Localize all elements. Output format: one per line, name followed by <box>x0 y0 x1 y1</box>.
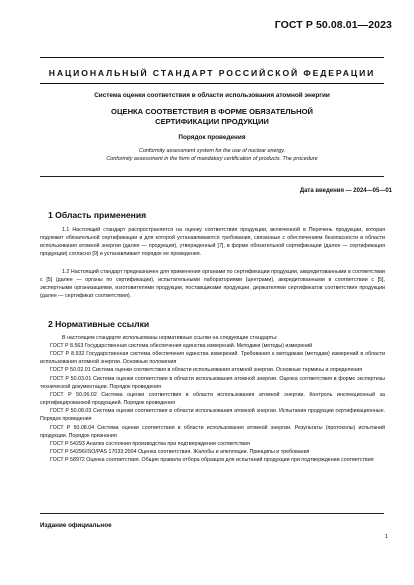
system-name: Система оценки соответствия в области использования атомной энергии <box>94 92 330 99</box>
introduction-date: Дата введения — 2024—05—01 <box>299 188 392 194</box>
official-edition-label: Издание официальное <box>40 522 112 529</box>
title-line-1: ОЦЕНКА СООТВЕТСТВИЯ В ФОРМЕ ОБЯЗАТЕЛЬНОЙ <box>111 107 313 116</box>
section-2-intro: В настоящем стандарте использованы нормативные ссылки на следующие стандарты: <box>62 335 278 341</box>
reference-item: ГОСТ Р 8.932 Государственная система обеспечения единства измерений. Требования к методикам (методам) измерений в области использования атомной энергии. Основные положения <box>40 351 385 366</box>
title-divider <box>40 176 384 177</box>
english-title-line-1: Conformity assessment system for the use of nuclear energy. <box>138 148 286 154</box>
reference-item: ГОСТ Р 54293 Анализ состояния производства при подтверждении соответствия <box>50 440 250 447</box>
national-standard-heading: НАЦИОНАЛЬНЫЙ СТАНДАРТ РОССИЙСКОЙ ФЕДЕРАЦИИ <box>48 68 376 78</box>
reference-item: ГОСТ Р 54296/ISO/PAS 17033:2004 Оценка соответствия. Жалобы и апелляции. Принципы и требования <box>50 449 310 456</box>
paragraph-1-1: 1.1 Настоящий стандарт распространяется на оценку соответствия продукции, включенной в Перечень продукции, которая подлежит обязательной сертификации и для которой устанавливаются требования, связанные с обеспечением безопасности в области использования атомной энергии (далее — продукция), утвержденный [7], в форме обязательной сертификации (далее — сертификация продукции) согласно [9] и устанавливает порядок ее проведения. <box>40 227 385 258</box>
paragraph-1-2: 1.2 Настоящий стандарт предназначен для применения органами по сертификации продукции, аккредитованными в соответствии с [5] (далее — органы по сертификации), испытательными лабораториями (центрами), аккредитованными в соответствии с [5], экспертными организациями, изготовителями продукции, поставщиками продукции, держателями сертификатов соответствия продукции (далее — сертификат соответствия). <box>40 269 385 300</box>
reference-item: ГОСТ Р 8.563 Государственная система обеспечения единства измерений. Методики (методы) измерений <box>50 343 313 349</box>
document-title <box>40 107 384 126</box>
reference-item: ГОСТ Р 50.08.03 Система оценки соответствия в области использования атомной энергии. Испытания продукции сертификационные. Порядок проведения <box>40 408 385 423</box>
reference-item: ГОСТ Р 50.08.04 Система оценки соответствия в области использования атомной энергии. Результаты (протоколы) испытаний продукции. Порядок признания <box>40 424 385 439</box>
reference-item: ГОСТ Р 50.02.01 Система оценки соответствия в области использования атомной энергии. Основные термины и определения <box>50 367 363 374</box>
reference-item: ГОСТ Р 50.06.02 Система оценки соответствия в области использования атомной энергии. Контроль инспекционный за сертифицированной продукцией. Порядок проведения <box>40 391 385 407</box>
page-number: 1 <box>384 534 388 540</box>
section-2-heading: 2 Нормативные ссылки <box>48 319 150 329</box>
heading-divider <box>40 83 384 84</box>
top-divider <box>40 57 384 58</box>
document-number: ГОСТ Р 50.08.01—2023 <box>274 19 392 31</box>
reference-item: ГОСТ Р 50.03.01 Система оценки соответствия в области использования атомной энергии. Оценка соответствия в форме экспертизы технической документации. Порядок проведения <box>40 375 385 390</box>
reference-item: ГОСТ Р 58972 Оценка соответствия. Общие правила отбора образцов для испытаний продукции при подтверждении соответствия <box>50 457 374 464</box>
section-1-heading: 1 Область применения <box>48 210 147 220</box>
footer-divider <box>40 513 384 514</box>
english-title-line-2: Conformity assessment in the form of mandatory certification of products. The procedure <box>106 155 318 162</box>
title-line-2: СЕРТИФИКАЦИИ ПРОДУКЦИИ <box>155 116 269 126</box>
normative-references-list <box>40 342 385 464</box>
document-subtitle: Порядок проведения <box>178 134 246 141</box>
english-title <box>40 148 384 163</box>
